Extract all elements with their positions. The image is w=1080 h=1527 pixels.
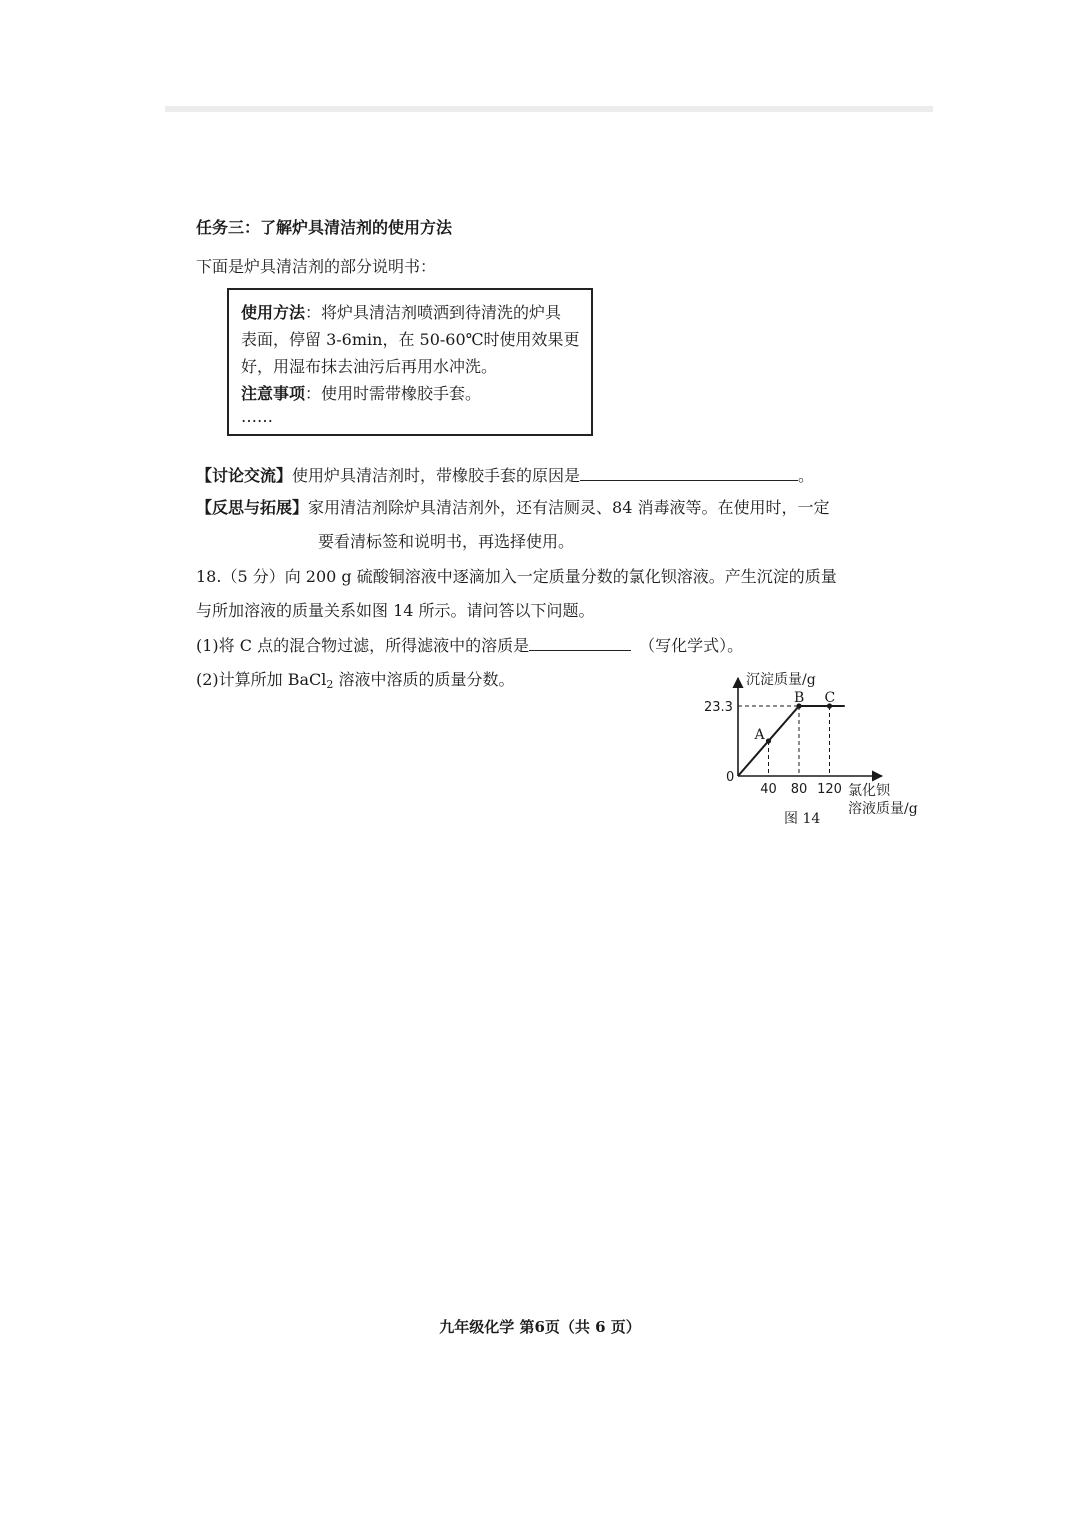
x-tick-label: 80	[790, 782, 808, 797]
q18-line-1: 18.（5 分）向 200 g 硫酸铜溶液中逐滴加入一定质量分数的氯化钡溶液。产生沉淀的质量	[196, 567, 837, 586]
reflection-line-2: 要看清标签和说明书，再选择使用。	[318, 532, 575, 551]
point-label-C: C	[824, 690, 836, 706]
point-A	[766, 738, 771, 743]
discussion-answer-blank[interactable]	[580, 464, 798, 481]
figure-caption: 图 14	[784, 811, 821, 827]
task-intro: 下面是炉具清洁剂的部分说明书：	[196, 257, 437, 276]
x-tick-label: 40	[760, 782, 777, 797]
y-tick-label: 23.3	[704, 700, 733, 715]
solute-answer-blank[interactable]	[529, 634, 631, 651]
page-footer: 九年级化学 第6页（共 6 页）	[439, 1318, 641, 1336]
q18-part-2: (2)计算所加 BaCl$_2$ 溶液中溶质的质量分数。	[196, 670, 515, 691]
q18-line-2: 与所加溶液的质量关系如图 14 所示。请问答以下问题。	[196, 601, 595, 620]
y-axis-label: 沉淀质量/g	[746, 672, 816, 688]
manual-box	[227, 288, 593, 436]
page-top-edge	[165, 106, 933, 112]
usage-line-3: 好，用湿布抹去油污后再用水冲洗。	[241, 357, 498, 376]
point-label-A: A	[754, 727, 765, 743]
point-label-B: B	[794, 690, 805, 706]
task-title: 任务三：了解炉具清洁剂的使用方法	[196, 218, 453, 237]
notice-line: 注意事项：使用时需带橡胶手套。	[241, 384, 482, 403]
usage-line-1: 使用方法：将炉具清洁剂喷洒到待清洗的炉具	[241, 303, 562, 322]
reflection-line-1: 【反思与拓展】家用清洁剂除炉具清洁剂外，还有洁厕灵、84 消毒液等。在使用时，一定	[196, 498, 830, 517]
usage-line-2: 表面，停留 3-6min，在 50-60℃时使用效果更	[241, 330, 580, 349]
figure-14-chart	[690, 660, 940, 840]
q18-part-1: (1)将 C 点的混合物过滤，所得滤液中的溶质是 （写化学式）。	[196, 636, 744, 655]
manual-ellipsis: ……	[241, 407, 273, 426]
discussion-line: 【讨论交流】使用炉具清洁剂时，带橡胶手套的原因是 。	[196, 466, 815, 485]
origin-label: 0	[726, 770, 735, 785]
x-axis-label-1: 氯化钡	[848, 783, 890, 799]
x-tick-label: 120	[817, 782, 842, 797]
x-axis-label-2: 溶液质量/g	[848, 801, 918, 817]
